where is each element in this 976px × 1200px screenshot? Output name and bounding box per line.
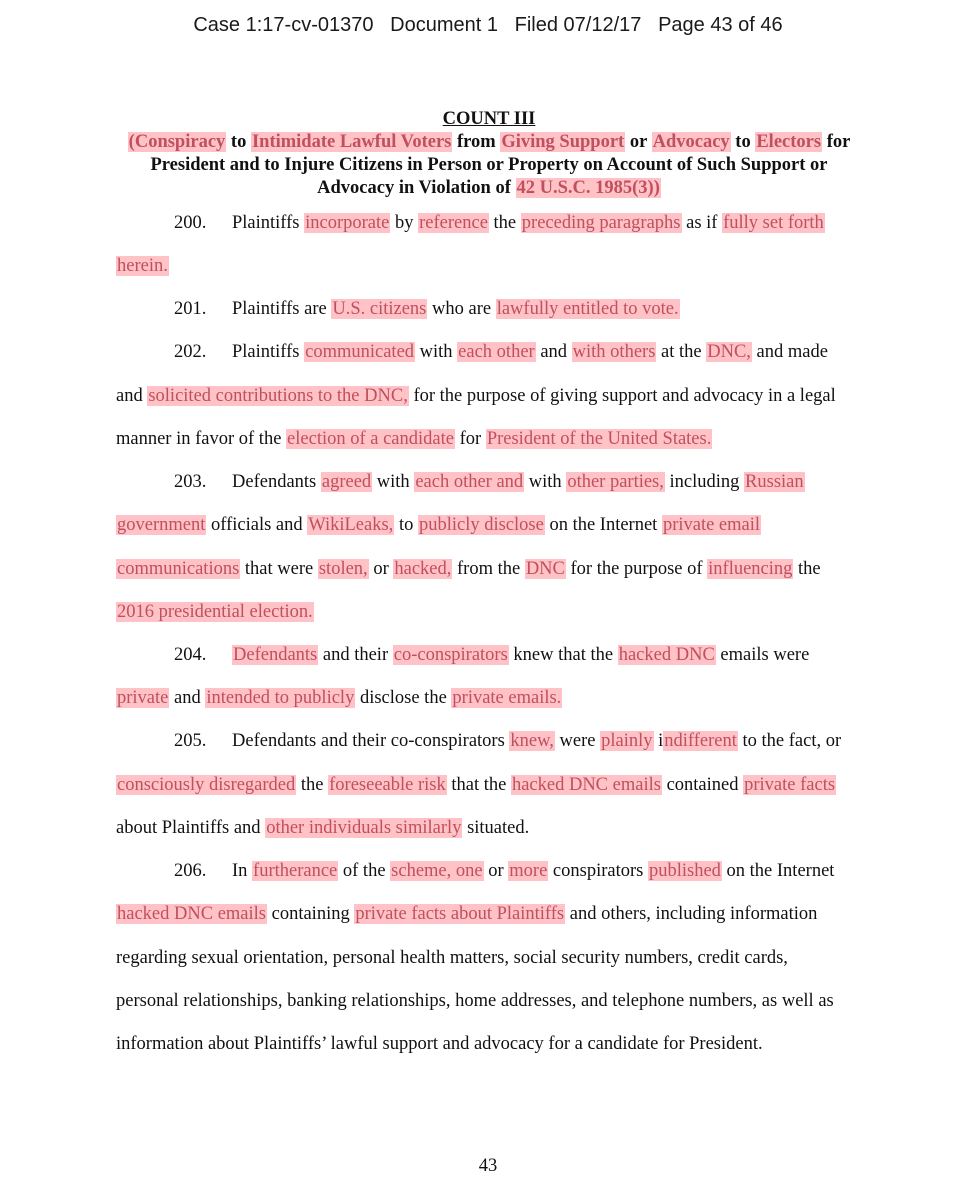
paragraph-206-line-5 <box>116 1034 876 1055</box>
body-text: officials and <box>206 515 308 535</box>
line-text <box>232 299 680 319</box>
highlighted-text: each other and <box>415 472 524 492</box>
highlighted-text: hacked DNC emails <box>511 775 661 795</box>
line-text <box>232 731 841 751</box>
body-text: the <box>488 213 521 233</box>
paragraph-205-line-2 <box>116 775 876 796</box>
highlighted-text: intended to publicly <box>206 688 355 708</box>
highlighted-text: each other <box>458 342 535 362</box>
title-line-1 <box>116 131 862 154</box>
paragraph-number: 202. <box>174 342 207 362</box>
body-text: emails were <box>715 645 810 665</box>
body-text: to <box>394 515 418 535</box>
body-text: i <box>653 731 664 751</box>
body-text: and <box>535 342 572 362</box>
line-text <box>232 472 805 492</box>
count-heading: COUNT III <box>442 109 536 129</box>
paragraph-200-line-1 <box>116 213 934 234</box>
highlighted-text: more <box>509 861 548 881</box>
body-text: for <box>454 429 486 449</box>
highlighted-text: private <box>117 688 169 708</box>
body-text: or <box>483 861 509 881</box>
body-text: or <box>625 132 652 152</box>
body-text: from the <box>452 559 525 579</box>
body-text: Plaintiffs <box>232 213 305 233</box>
highlighted-text: plainly <box>601 731 653 751</box>
paragraph-204-line-1 <box>116 645 934 666</box>
body-text: were <box>554 731 601 751</box>
highlighted-text: DNC <box>525 559 565 579</box>
body-text: the <box>296 775 329 795</box>
paragraph-200-line-2 <box>116 256 876 277</box>
highlighted-text: election of a candidate <box>287 429 454 449</box>
highlighted-text: stolen, <box>318 559 368 579</box>
highlighted-text: Advocacy <box>652 132 730 152</box>
body-text: at the <box>656 342 707 362</box>
highlighted-text: ndifferent <box>664 731 737 751</box>
count-title-block <box>116 108 862 200</box>
paragraph-number: 206. <box>174 861 207 881</box>
highlighted-text: publicly disclose <box>418 515 544 535</box>
paragraph-206-line-1 <box>116 861 934 882</box>
line-text <box>232 861 834 881</box>
highlighted-text: with others <box>572 342 656 362</box>
body-text: for the purpose of giving support and advocacy in a legal <box>408 386 836 406</box>
highlighted-text: foreseeable risk <box>329 775 446 795</box>
highlighted-text: private email <box>662 515 761 535</box>
highlighted-text: other individuals similarly <box>266 818 462 838</box>
paragraph-number: 201. <box>174 299 207 319</box>
body-text: President and to Injure Citizens in Person or Property on Account of Such Support or <box>150 155 828 175</box>
highlighted-text: herein. <box>117 256 168 276</box>
body-text: Plaintiffs are <box>232 299 332 319</box>
case-header: Case 1:17-cv-01370 Document 1 Filed 07/12/17 Page 43 of 46 <box>193 14 783 36</box>
line-text <box>232 645 809 665</box>
paragraph-202-line-2 <box>116 386 876 407</box>
highlighted-text: 42 U.S.C. 1985(3)) <box>516 178 660 198</box>
highlighted-text: private facts about Plaintiffs <box>355 904 565 924</box>
title-line-2 <box>116 154 862 177</box>
highlighted-text: hacked DNC <box>618 645 715 665</box>
body-text: for <box>822 132 851 152</box>
body-text: conspirators <box>548 861 648 881</box>
highlighted-text: DNC, <box>707 342 751 362</box>
body-text: as if <box>681 213 723 233</box>
paragraph-203-line-2 <box>116 515 876 536</box>
line-text <box>232 342 828 362</box>
highlighted-text: scheme, one <box>391 861 483 881</box>
highlighted-text: consciously disregarded <box>117 775 296 795</box>
body-text: and made <box>751 342 828 362</box>
body-text: or <box>368 559 394 579</box>
paragraph-number: 204. <box>174 645 207 665</box>
highlighted-text: (Conspiracy <box>128 132 226 152</box>
paragraph-205-line-3 <box>116 818 876 839</box>
body-text: about Plaintiffs and <box>116 818 266 838</box>
highlighted-text: agreed <box>321 472 372 492</box>
body-text: on the Internet <box>721 861 835 881</box>
body-text: the <box>793 559 821 579</box>
body-text: with <box>372 472 415 492</box>
highlighted-text: private facts <box>744 775 836 795</box>
body-text: manner in favor of the <box>116 429 287 449</box>
highlighted-text: Electors <box>756 132 822 152</box>
paragraph-202-line-1 <box>116 342 934 363</box>
page-number: 43 <box>478 1156 498 1176</box>
highlighted-text: Giving Support <box>501 132 625 152</box>
paragraph-number: 205. <box>174 731 207 751</box>
paragraph-206-line-4 <box>116 991 876 1012</box>
highlighted-text: private emails. <box>452 688 562 708</box>
highlighted-text: incorporate <box>305 213 390 233</box>
body-text: that the <box>446 775 511 795</box>
paragraph-number: 203. <box>174 472 207 492</box>
body-text: Advocacy in Violation of <box>317 178 516 198</box>
body-text: disclose the <box>355 688 452 708</box>
highlighted-text: lawfully entitled to vote. <box>496 299 679 319</box>
body-text: Plaintiffs <box>232 342 305 362</box>
body-text: regarding sexual orientation, personal health matters, social security numbers, credit cards, <box>116 948 788 968</box>
paragraph-203-line-3 <box>116 559 876 580</box>
line-text <box>232 213 825 233</box>
body-text: Defendants <box>232 472 321 492</box>
highlighted-text: communicated <box>305 342 415 362</box>
highlighted-text: Russian <box>745 472 804 492</box>
body-text: that were <box>240 559 318 579</box>
body-text: information about Plaintiffs’ lawful support and advocacy for a candidate for President. <box>116 1034 763 1054</box>
highlighted-text: solicited contributions to the DNC, <box>148 386 408 406</box>
highlighted-text: fully set forth <box>723 213 824 233</box>
body-text: on the Internet <box>544 515 662 535</box>
body-text: and their <box>318 645 393 665</box>
body-text: by <box>390 213 419 233</box>
body-text: from <box>452 132 501 152</box>
body-text: for the purpose of <box>565 559 708 579</box>
body-text: situated. <box>462 818 530 838</box>
body-text: including <box>664 472 745 492</box>
highlighted-text: 2016 presidential election. <box>117 602 313 622</box>
body-text: contained <box>661 775 744 795</box>
body-text: knew that the <box>508 645 618 665</box>
highlighted-text: U.S. citizens <box>332 299 427 319</box>
highlighted-text: knew, <box>510 731 554 751</box>
paragraph-203-line-1 <box>116 472 934 493</box>
highlighted-text: Intimidate Lawful Voters <box>251 132 452 152</box>
body-text: with <box>415 342 458 362</box>
body-text: to the fact, or <box>737 731 842 751</box>
body-text: with <box>524 472 567 492</box>
body-text: to <box>226 132 251 152</box>
paragraph-205-line-1 <box>116 731 934 752</box>
highlighted-text: Defendants <box>233 645 318 665</box>
body-text: to <box>730 132 756 152</box>
body-text: and <box>169 688 206 708</box>
highlighted-text: WikiLeaks, <box>308 515 394 535</box>
body-text: of the <box>338 861 391 881</box>
highlighted-text: communications <box>117 559 240 579</box>
highlighted-text: co-conspirators <box>393 645 508 665</box>
highlighted-text: President of the United States. <box>486 429 712 449</box>
highlighted-text: hacked DNC emails <box>117 904 266 924</box>
title-line-3 <box>116 177 862 200</box>
body-text: personal relationships, banking relationships, home addresses, and telephone numbers, as well as <box>116 991 834 1011</box>
paragraph-201-line-1 <box>116 299 934 320</box>
body-text: In <box>232 861 253 881</box>
body-text: and others, including information <box>565 904 818 924</box>
paragraph-203-line-4 <box>116 602 876 623</box>
paragraph-206-line-2 <box>116 904 876 925</box>
paragraph-206-line-3 <box>116 948 876 969</box>
highlighted-text: furtherance <box>253 861 338 881</box>
body-text: who are <box>427 299 496 319</box>
highlighted-text: published <box>648 861 721 881</box>
body-text: containing <box>267 904 355 924</box>
body-text: Defendants and their co-conspirators <box>232 731 510 751</box>
paragraph-number: 200. <box>174 213 207 233</box>
highlighted-text: preceding paragraphs <box>521 213 681 233</box>
highlighted-text: hacked, <box>394 559 452 579</box>
body-text: and <box>116 386 148 406</box>
paragraph-204-line-2 <box>116 688 876 709</box>
highlighted-text: other parties, <box>567 472 664 492</box>
paragraph-202-line-3 <box>116 429 876 450</box>
highlighted-text: influencing <box>708 559 793 579</box>
highlighted-text: government <box>117 515 206 535</box>
highlighted-text: reference <box>419 213 488 233</box>
